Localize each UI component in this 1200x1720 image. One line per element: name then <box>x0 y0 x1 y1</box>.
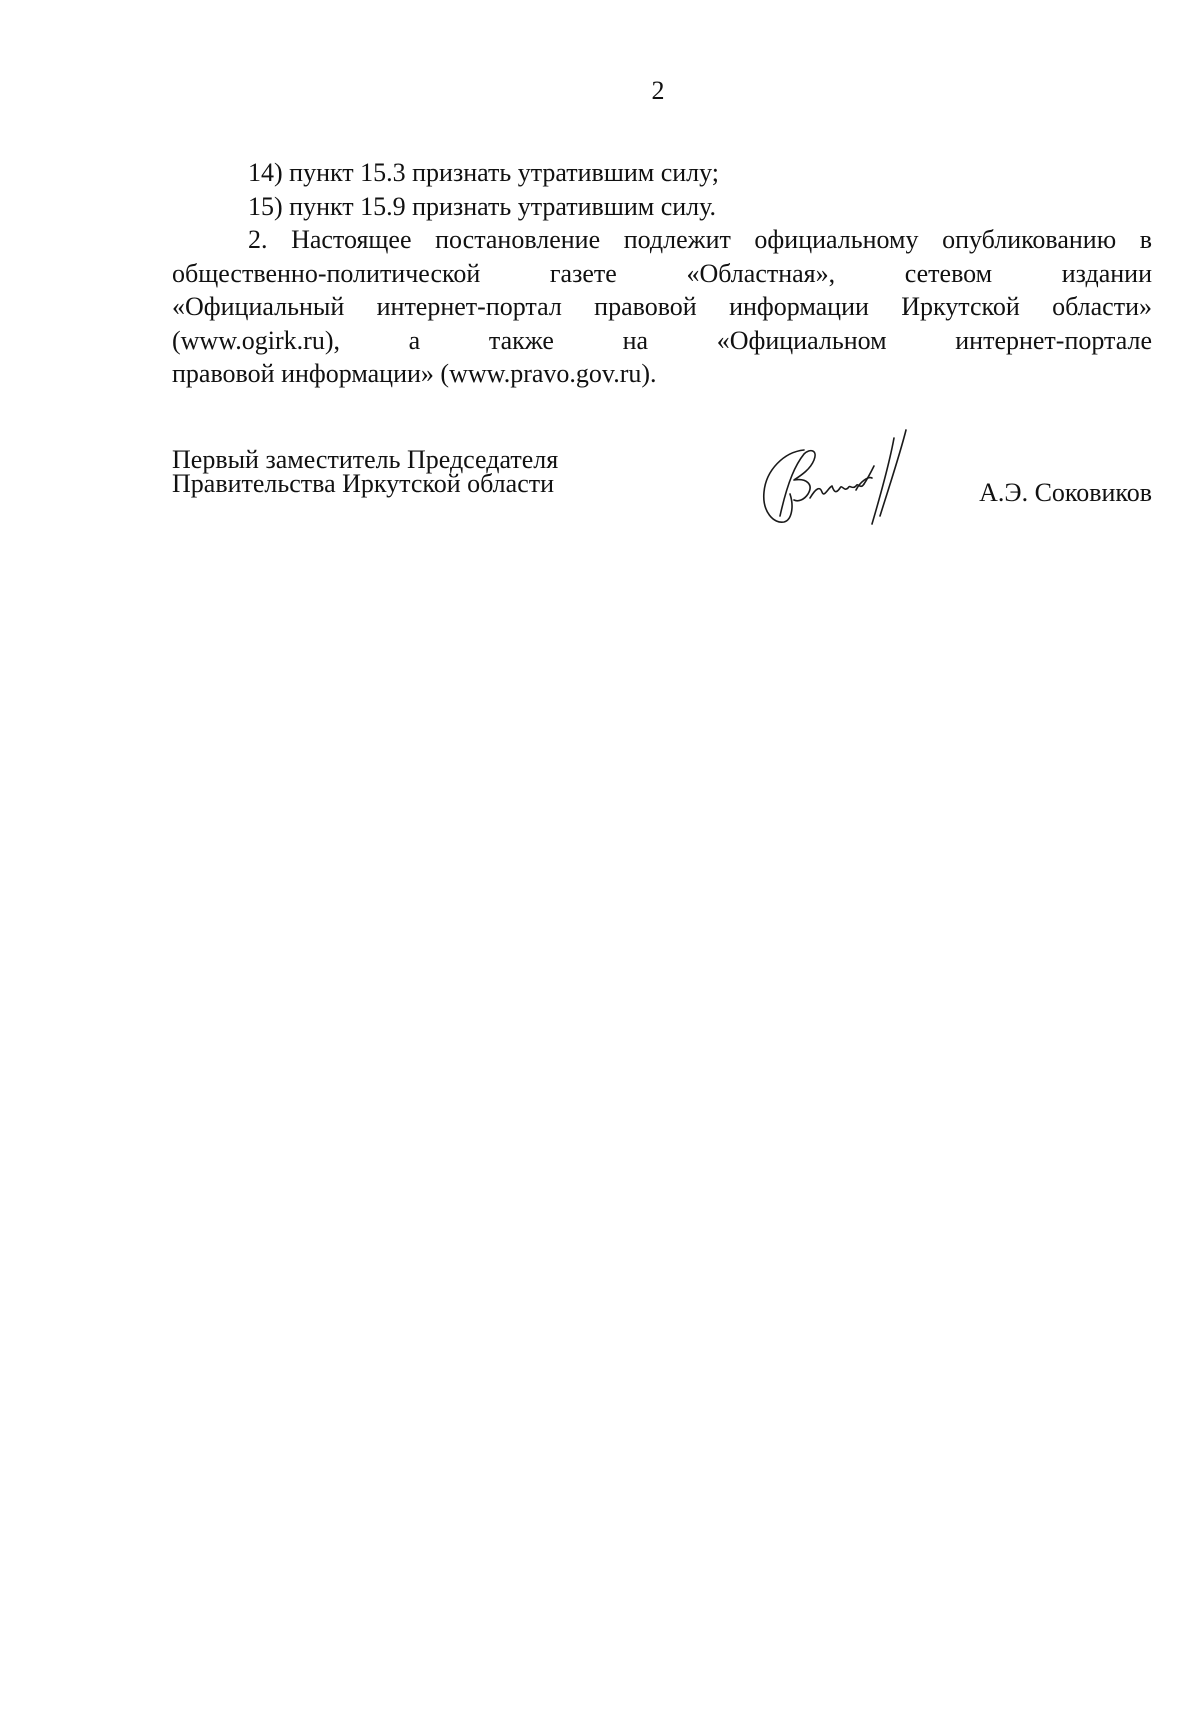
paragraph-line-1: 2. Настоящее постановление подлежит официальному опубликованию в <box>248 225 1152 254</box>
publication-paragraph <box>172 223 1152 391</box>
page-number: 2 <box>651 76 665 105</box>
signer-position-line-1: Первый заместитель Председателя <box>172 445 559 474</box>
handwritten-signature <box>744 420 914 540</box>
paragraph-line-3: «Официальный интернет-портал правовой информации Иркутской области» <box>172 292 1152 321</box>
paragraph-line-5: правовой информации» (www.pravo.gov.ru). <box>172 359 657 388</box>
signer-position <box>172 445 559 498</box>
signature-block <box>172 445 1152 538</box>
document-body <box>172 156 1152 391</box>
paragraph-line-2: общественно-политической газете «Областная», сетевом издании <box>172 258 1152 288</box>
paragraph-line-4: (www.ogirk.ru), а также на «Официальном интернет-портале <box>172 325 1152 355</box>
signer-name: А.Э. Соковиков <box>979 478 1152 507</box>
signer-position-line-2: Правительства Иркутской области <box>172 469 555 498</box>
list-item-15: 15) пункт 15.9 признать утратившим силу. <box>248 191 717 221</box>
list-item-14: 14) пункт 15.3 признать утратившим силу; <box>248 158 720 187</box>
